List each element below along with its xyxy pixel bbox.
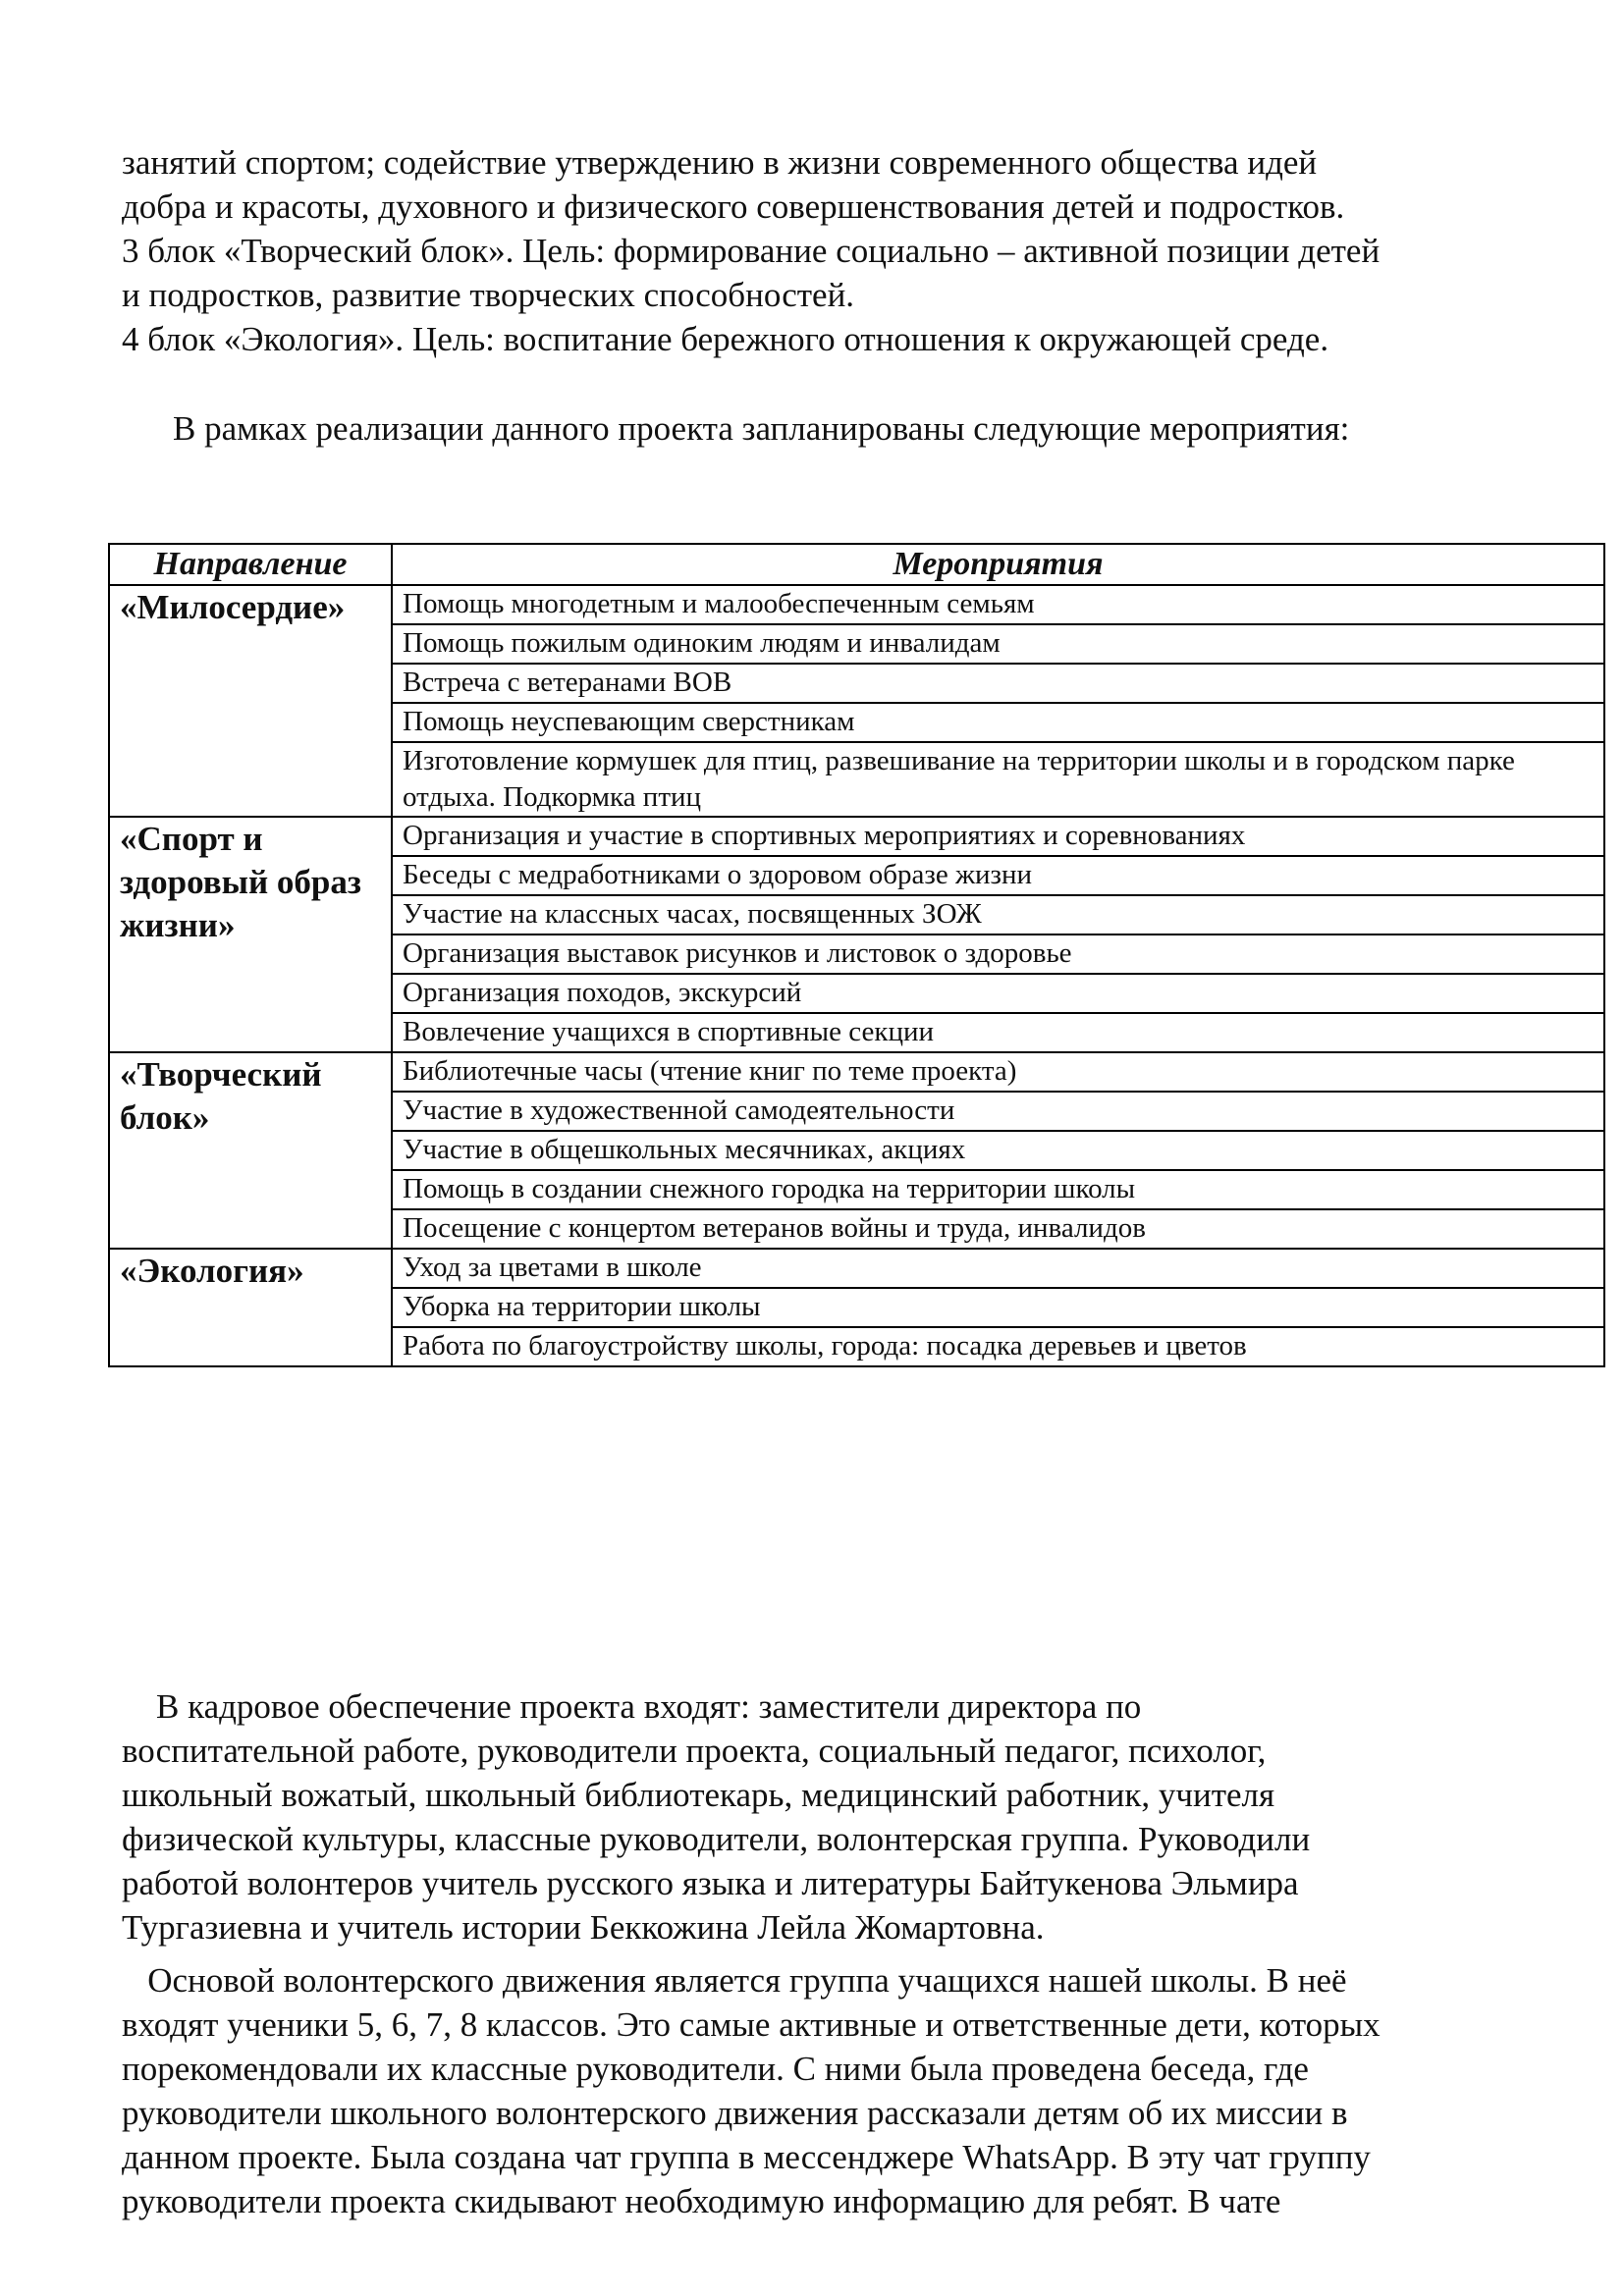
- volunteers-paragraph: [122, 1958, 1555, 2223]
- text-line: данном проекте. Была создана чат группа в мессенджере WhatsApp. В эту чат группу: [122, 2138, 1371, 2176]
- text-line: Тургазиевна и учитель истории Беккожина Лейла Жомартовна.: [122, 1908, 1045, 1947]
- event-cell: Организация выставок рисунков и листовок о здоровье: [392, 934, 1604, 974]
- event-cell: Организация и участие в спортивных мероприятиях и соревнованиях: [392, 817, 1604, 856]
- header-events: Мероприятия: [392, 544, 1604, 585]
- event-cell: Организация походов, экскурсий: [392, 974, 1604, 1013]
- event-cell: Посещение с концертом ветеранов войны и труда, инвалидов: [392, 1209, 1604, 1249]
- text-line: и подростков, развитие творческих способностей.: [122, 276, 855, 314]
- event-cell: Помощь неуспевающим сверстникам: [392, 703, 1604, 742]
- text-line: добра и красоты, духовного и физического совершенствования детей и подростков.: [122, 187, 1345, 226]
- event-cell: Вовлечение учащихся в спортивные секции: [392, 1013, 1604, 1052]
- text-line: занятий спортом; содействие утверждению в жизни современного общества идей: [122, 143, 1318, 182]
- text-line: школьный вожатый, школьный библиотекарь, медицинский работник, учителя: [122, 1776, 1275, 1814]
- direction-cell: «Экология»: [109, 1249, 392, 1366]
- event-cell: Библиотечные часы (чтение книг по теме проекта): [392, 1052, 1604, 1092]
- text-line: воспитательной работе, руководители проекта, социальный педагог, психолог,: [122, 1732, 1267, 1770]
- table-row: [109, 1052, 1604, 1092]
- event-cell: Помощь многодетным и малообеспеченным семьям: [392, 585, 1604, 624]
- event-cell: Изготовление кормушек для птиц, развешивание на территории школы и в городском парке отдыха. Подкормка птиц: [392, 742, 1604, 817]
- text-line: 4 блок «Экология». Цель: воспитание бережного отношения к окружающей среде.: [122, 320, 1329, 358]
- event-cell: Беседы с медработниками о здоровом образе жизни: [392, 856, 1604, 895]
- text-line: В рамках реализации данного проекта запланированы следующие мероприятия:: [173, 409, 1350, 448]
- event-cell: Участие на классных часах, посвященных ЗОЖ: [392, 895, 1604, 934]
- direction-cell: «Спорт и здоровый образ жизни»: [109, 817, 392, 1052]
- event-cell: Участие в художественной самодеятельности: [392, 1092, 1604, 1131]
- text-line: порекомендовали их классные руководители. С ними была проведена беседа, где: [122, 2050, 1309, 2088]
- table-header-row: [109, 544, 1604, 585]
- text-line: руководители школьного волонтерского движения рассказали детям об их миссии в: [122, 2094, 1348, 2132]
- intro-paragraph: [122, 140, 1555, 361]
- events-table: [108, 543, 1605, 1367]
- table-row: [109, 1249, 1604, 1288]
- text-line: 3 блок «Творческий блок». Цель: формирование социально – активной позиции детей: [122, 232, 1380, 270]
- direction-cell: «Творческий блок»: [109, 1052, 392, 1249]
- event-cell: Работа по благоустройству школы, города: посадка деревьев и цветов: [392, 1327, 1604, 1366]
- event-cell: Помощь пожилым одиноким людям и инвалидам: [392, 624, 1604, 664]
- event-cell: Уборка на территории школы: [392, 1288, 1604, 1327]
- event-cell: Помощь в создании снежного городка на территории школы: [392, 1170, 1604, 1209]
- table-row: [109, 585, 1604, 624]
- text-line: входят ученики 5, 6, 7, 8 классов. Это самые активные и ответственные дети, которых: [122, 2005, 1380, 2044]
- text-line: В кадровое обеспечение проекта входят: заместители директора по: [122, 1687, 1142, 1726]
- header-direction: Направление: [109, 544, 392, 585]
- table-row: [109, 817, 1604, 856]
- text-line: физической культуры, классные руководители, волонтерская группа. Руководили: [122, 1820, 1311, 1858]
- text-line: Основой волонтерского движения является группа учащихся нашей школы. В неё: [122, 1961, 1347, 2000]
- event-cell: Участие в общешкольных месячниках, акциях: [392, 1131, 1604, 1170]
- event-cell: Встреча с ветеранами ВОВ: [392, 664, 1604, 703]
- staff-paragraph: [122, 1684, 1555, 1949]
- text-line: работой волонтеров учитель русского языка и литературы Байтукенова Эльмира: [122, 1864, 1299, 1902]
- event-cell: Уход за цветами в школе: [392, 1249, 1604, 1288]
- direction-cell: «Милосердие»: [109, 585, 392, 817]
- text-line: руководители проекта скидывают необходимую информацию для ребят. В чате: [122, 2182, 1281, 2220]
- lead-sentence: [173, 406, 1606, 451]
